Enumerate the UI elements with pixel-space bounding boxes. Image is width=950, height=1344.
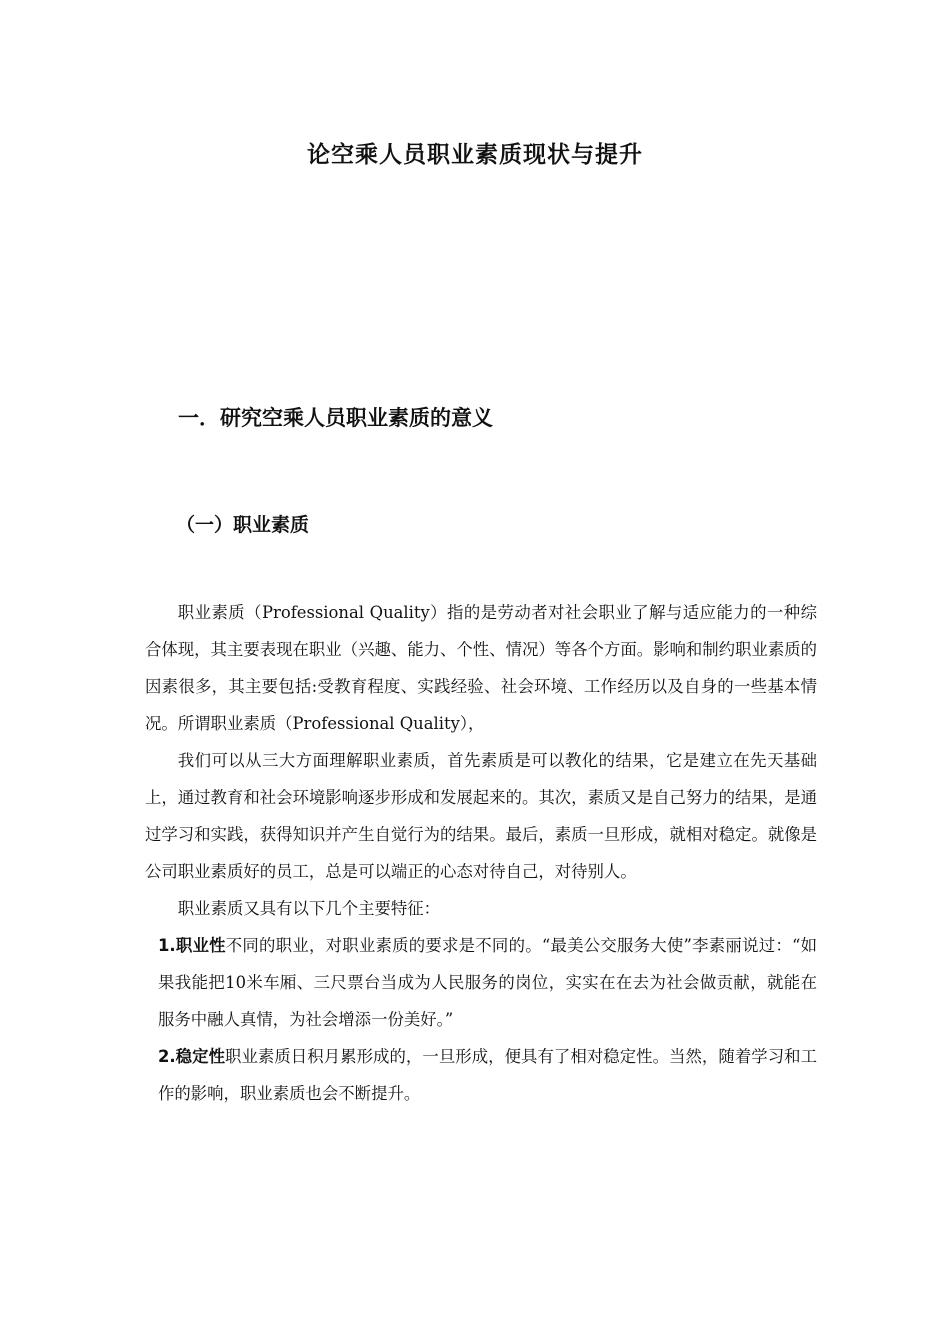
- paragraph: 职业素质（Professional Quality）指的是劳动者对社会职业了解与适应能力的一种综合体现，其主要表现在职业（兴趣、能力、个性、情况）等各个方面。影响和制约职业素质的因素很多，其主要包括:受教育程度、实践经验、社会环境、工作经历以及自身的一些基本情况。所谓职业素质（Professional Quality），: [145, 603, 818, 733]
- body-text: [145, 594, 817, 1112]
- document-title: 论空乘人员职业素质现状与提升: [307, 142, 643, 168]
- section-heading: 一．研究空乘人员职业素质的意义: [178, 406, 493, 430]
- feature-text: 职业素质日积月累形成的，一旦形成，便具有了相对稳定性。当然，随着学习和工作的影响，职业素质也会不断提升。: [158, 1047, 817, 1103]
- feature-lead: 1.职业性: [158, 936, 226, 955]
- feature-item: [145, 1038, 817, 1112]
- paragraph: 职业素质又具有以下几个主要特征：: [177, 899, 441, 918]
- feature-text: 不同的职业，对职业素质的要求是不同的。“最美公交服务大使”李素丽说过：“如果我能把10米车厢、三尺票台当成为人民服务的岗位，实实在在去为社会做贡献，就能在服务中融人真情，为社会增添一份美好。”: [158, 936, 817, 1029]
- paragraph: 我们可以从三大方面理解职业素质，首先素质是可以教化的结果，它是建立在先天基础上，通过教育和社会环境影响逐步形成和发展起来的。其次，素质又是自己努力的结果，是通过学习和实践，获得知识并产生自觉行为的结果。最后，素质一旦形成，就相对稳定。就像是公司职业素质好的员工，总是可以端正的心态对待自己，对待别人。: [145, 751, 818, 881]
- feature-lead: 2.稳定性: [158, 1047, 226, 1066]
- subsection-heading: （一）职业素质: [176, 514, 310, 536]
- feature-item: [145, 927, 817, 1038]
